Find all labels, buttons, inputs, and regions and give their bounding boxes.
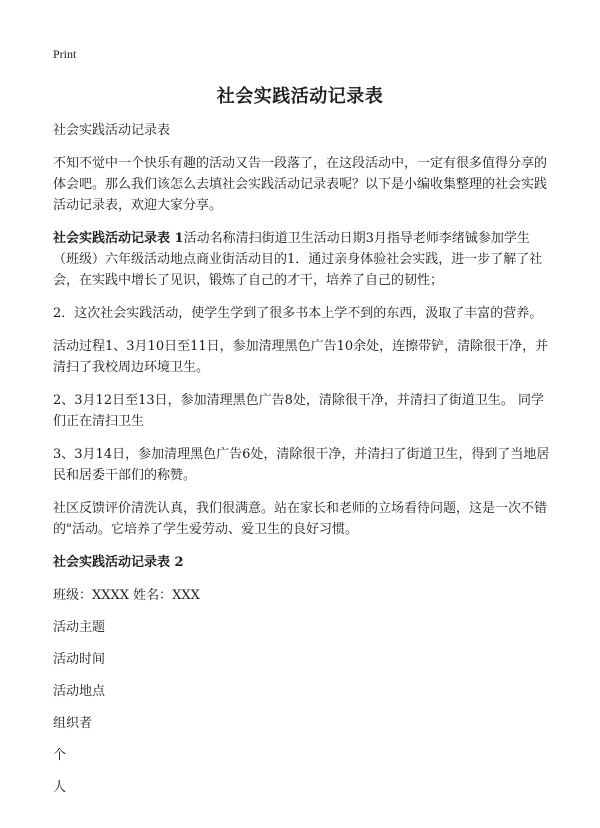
paragraph-6: 社区反馈评价清洗认真，我们很满意。站在家长和老师的立场看待问题，这是一次不错的"活动。它培养了学生爱劳动、爱卫生的良好习惯。 <box>53 501 548 537</box>
field-place: 活动地点 <box>53 684 106 699</box>
field-topic: 活动主题 <box>53 620 106 635</box>
section2-heading: 社会实践活动记录表 2 <box>53 555 184 570</box>
field-time: 活动时间 <box>53 652 106 667</box>
paragraph-2: 2．这次社会实践活动，使学生学到了很多书本上学不到的东西，汲取了丰富的营养。 <box>53 306 543 321</box>
page-title: 社会实践活动记录表 <box>216 86 384 107</box>
section1-paragraph <box>53 228 553 291</box>
section1-text: 活动名称清扫街道卫生活动日期3月指导老师李绪铖参加学生（班级）六年级活动地点商业街活动目的1．通过亲身体验社会实践，进一步了解了社会，在实践中增长了见识，锻炼了自己的才干，培养了自己的韧性； <box>53 231 543 288</box>
intro-paragraph: 不知不觉中一个快乐有趣的活动又告一段落了，在这段活动中，一定有很多值得分享的体会吧。那么我们该怎么去填社会实践活动记录表呢？以下是小编收集整理的社会实践活动记录表，欢迎大家分享。 <box>53 156 548 213</box>
field-ge: 个 <box>53 748 67 763</box>
class-name-line: 班级：XXXX 姓名：XXX <box>53 588 200 603</box>
paragraph-3: 活动过程1、3月10日至11日，参加清理黑色广告10余处，连擦带铲，清除很干净，并清扫了我校周边环境卫生。 <box>53 339 549 375</box>
document-body <box>53 120 553 809</box>
paragraph-5: 3、3月14日，参加清理黑色广告6处，清除很干净，并清扫了街道卫生，得到了当地居民和居委干部们的称赞。 <box>53 447 550 483</box>
print-link[interactable]: Print <box>53 47 77 61</box>
paragraph-4: 2、3月12日至13日，参加清理黑色广告8处，清除很干净，并清扫了街道卫生。 同学们正在清扫卫生 <box>53 393 545 429</box>
subtitle: 社会实践活动记录表 <box>53 123 171 138</box>
field-organizer: 组织者 <box>53 716 93 731</box>
section1-heading: 社会实践活动记录表 1 <box>53 231 184 246</box>
field-ren: 人 <box>53 780 67 795</box>
